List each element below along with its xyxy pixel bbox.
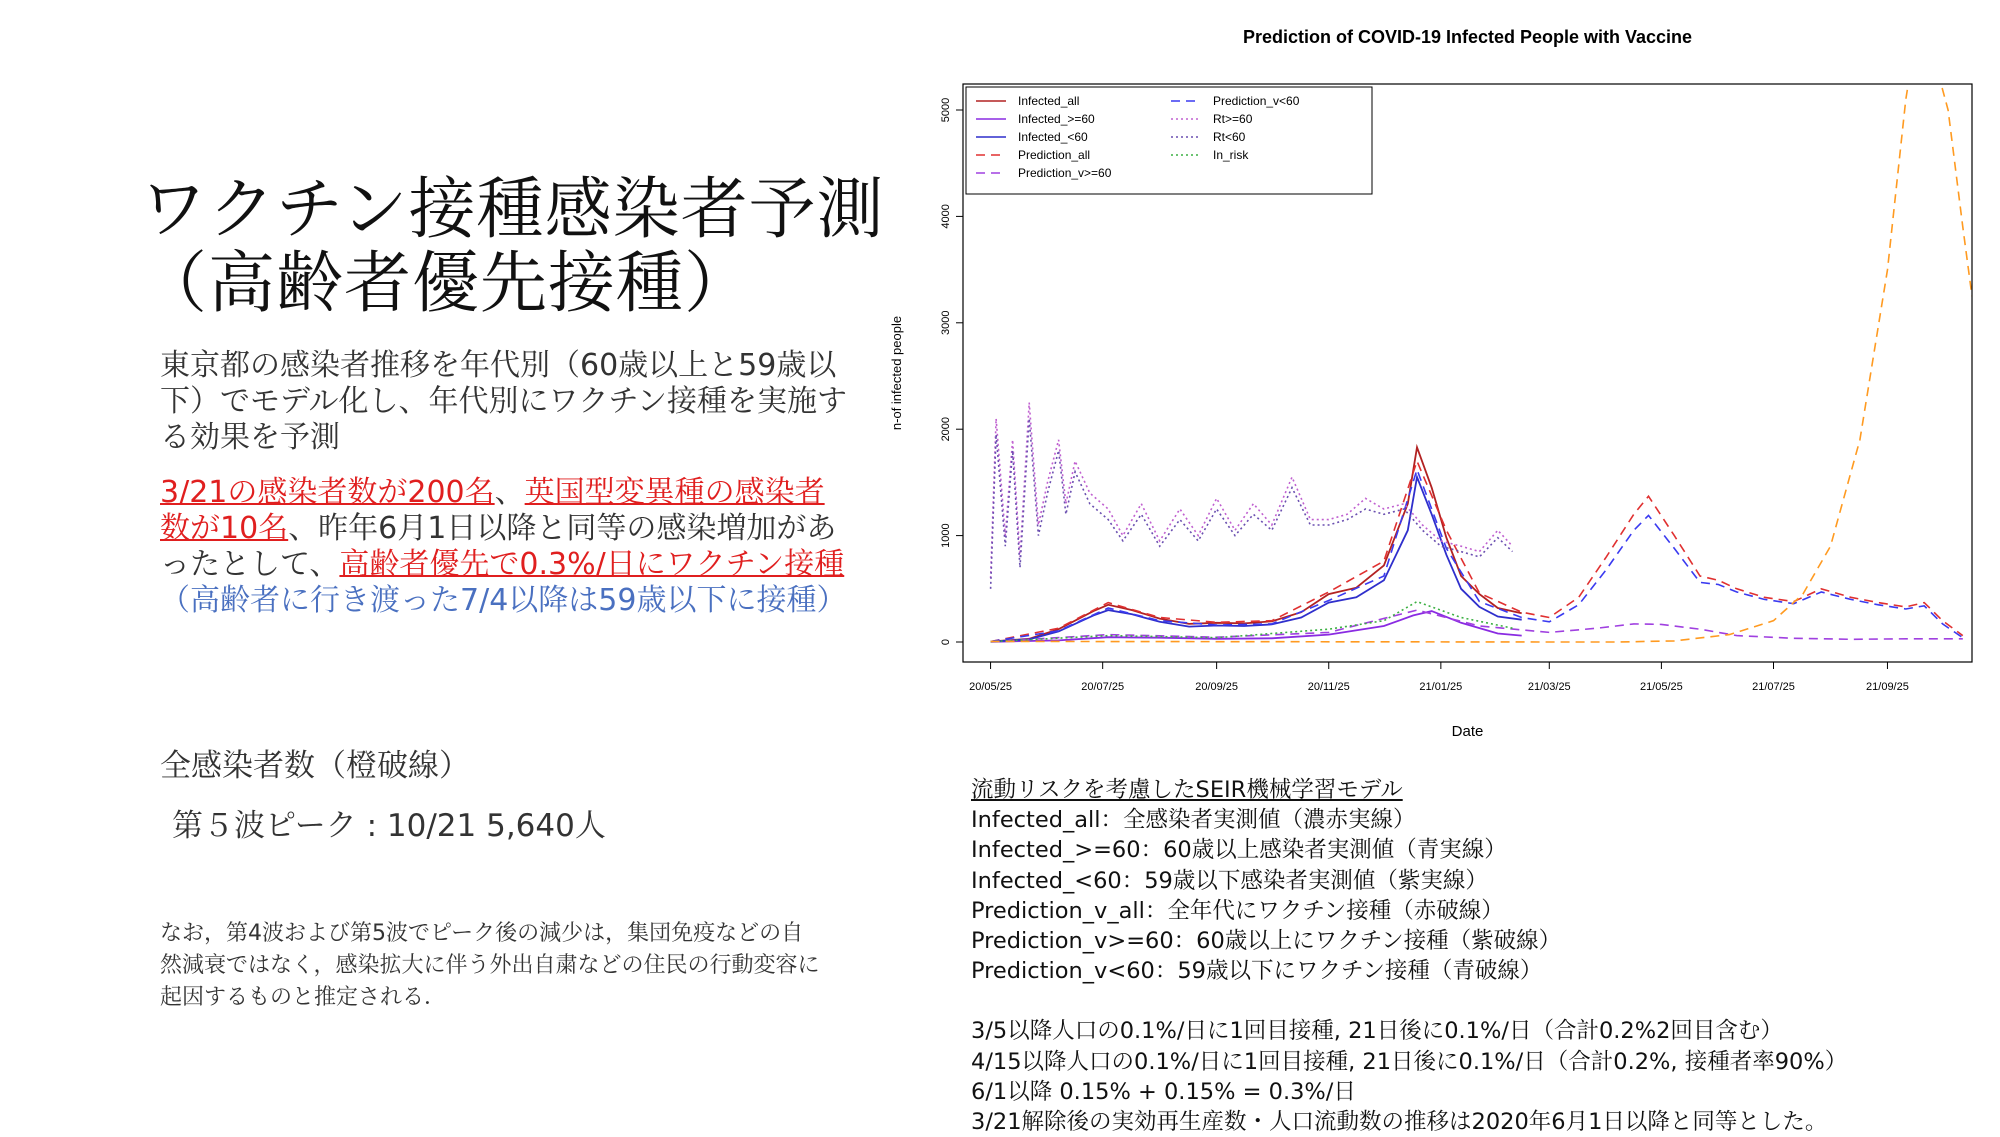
legend-label: Rt>=60 [1213,112,1253,126]
y-tick-label: 5000 [940,97,952,123]
scenario-assumption: 、昨年6月1日以降と同等の感染増加があったとして、 [160,511,837,582]
x-tick-label: 21/03/25 [1527,681,1571,693]
legend-label: Prediction_all [1018,148,1091,162]
title-line-1: ワクチン接種感染者予測 [140,170,885,248]
y-tick-label: 0 [940,638,952,646]
x-tick-label: 21/09/25 [1866,681,1909,693]
model-detail: 3/5以降人口の0.1%/日に1回目接種, 21日後に0.1%/日（合計0.2%2回目含む） [971,1018,1783,1045]
intro-paragraph: 東京都の感染者推移を年代別（60歳以上と59歳以下）でモデル化し、年代別にワクチン接種を実施する効果を予測 [160,348,847,455]
legend-label: In_risk [1213,148,1249,162]
title-line-2: （高齢者優先接種） [140,244,752,322]
model-detail: 6/1以降 0.15% + 0.15% = 0.3%/日 [971,1078,1356,1105]
covid-prediction-chart [870,20,1990,760]
model-line: Infected_>=60：60歳以上感染者実測値（青実線） [971,837,1507,864]
x-tick-label: 20/11/25 [1307,681,1350,693]
scenario-vaccine: 高齢者優先で0.3%/日にワクチン接種 [339,547,845,582]
model-line: Infected_all：全感染者実測値（濃赤実線） [971,807,1416,834]
x-tick-label: 20/09/25 [1195,681,1239,693]
series-line-rt-60 [991,403,1513,579]
y-axis-label: n-of infected people [889,315,904,431]
x-tick-label: 20/05/25 [969,681,1012,693]
model-detail: 4/15以降人口の0.1%/日に1回目接種, 21日後に0.1%/日（合計0.2%, 接種者率90%） [971,1048,1848,1075]
legend-label: Prediction_v<60 [1213,94,1300,108]
legend-label: Infected_<60 [1018,130,1088,144]
legend-label: Prediction_v>=60 [1018,166,1112,180]
scenario-sep: 、 [494,475,525,510]
scenario-cases: 3/21の感染者数が200名 [160,475,495,510]
x-tick-label: 21/05/25 [1639,681,1683,693]
legend-label: Rt<60 [1213,130,1246,144]
fifth-wave-peak-label: 第５波ピーク : 10/21 5,640人 [172,808,606,844]
x-axis-label: Date [1451,723,1484,740]
legend-label: Infected_>=60 [1018,112,1095,126]
model-line: Prediction_v<60：59歳以下にワクチン接種（青破線） [971,958,1543,985]
x-tick-label: 20/07/25 [1081,681,1125,693]
total-infected-label: 全感染者数（橙破線） [160,748,470,784]
legend-label: Infected_all [1018,94,1080,108]
scenario-variant: 英国型変異種の感染者数が10名 [160,475,825,546]
y-tick-label: 2000 [940,416,952,442]
y-tick-label: 3000 [940,310,952,336]
y-tick-label: 4000 [940,204,952,229]
model-heading: 流動リスクを考慮したSEIR機械学習モデル [971,777,1403,803]
y-tick-label: 1000 [940,523,952,548]
conclusion-note: なお，第4波および第5波でピーク後の減少は，集団免疫などの自然減衰ではなく，感染拡大に伴う外出自粛などの住民の行動変容に起因するものと推定される． [160,921,820,1010]
model-detail: 3/21解除後の実効再生産数・人口流動数の推移は2020年6月1日以降と同等とした。 [971,1109,1828,1136]
model-line: Infected_<60：59歳以下感染者実測値（紫実線） [971,867,1488,894]
series-line-rt-60 [991,419,1513,589]
slide-title [140,172,900,320]
x-tick-label: 21/01/25 [1419,681,1463,693]
scenario-paragraph [160,475,850,619]
model-line: Prediction_v>=60：60歳以上にワクチン接種（紫破線） [971,928,1562,955]
scenario-note: （高齢者に行き渡った7/4以降は59歳以下に接種） [160,583,847,618]
model-line: Prediction_v_all：全年代にワクチン接種（赤破線） [971,897,1504,924]
model-legend-notes [971,775,1971,1137]
chart-title: Prediction of COVID-19 Infected People with Vaccine [1242,27,1693,47]
x-tick-label: 21/07/25 [1752,681,1795,693]
